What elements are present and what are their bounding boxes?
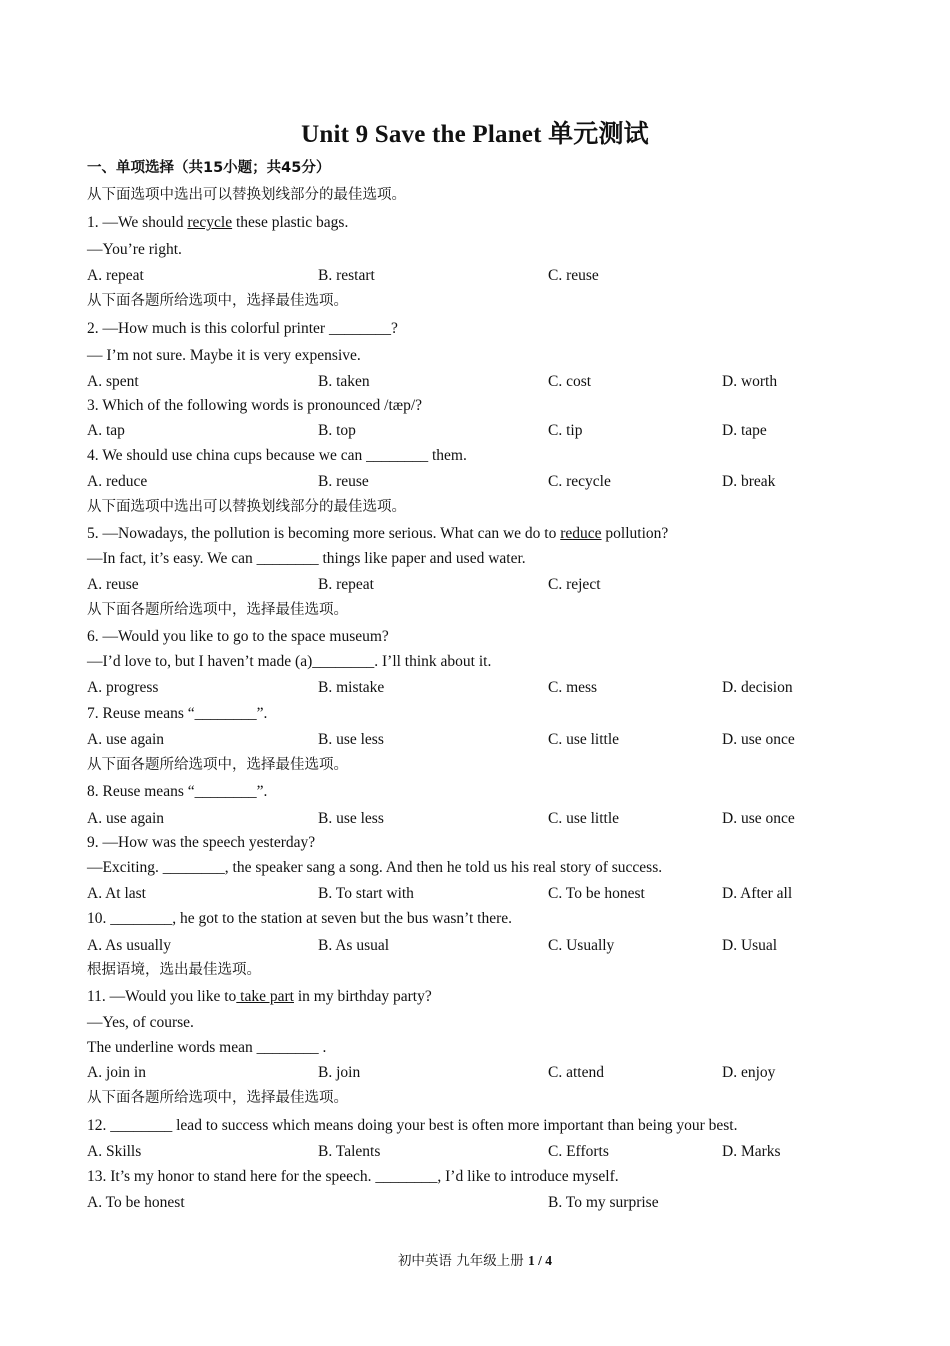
question-9-reply: —Exciting. ________, the speaker sang a song. And then he told us his real story of success. [87, 859, 663, 876]
option-a[interactable]: A. Skills [87, 1143, 142, 1160]
option-a[interactable]: A. reuse [87, 576, 139, 593]
option-a[interactable]: A. progress [87, 679, 159, 696]
option-a[interactable]: A. join in [87, 1064, 146, 1081]
option-c[interactable]: C. mess [548, 679, 598, 696]
question-8: 8. Reuse means “________”. [87, 783, 268, 800]
option-a[interactable]: A. At last [87, 885, 146, 902]
option-a[interactable]: A. repeat [87, 267, 144, 284]
option-b[interactable]: B. To my surprise [548, 1194, 659, 1211]
option-b[interactable]: B. join [318, 1064, 361, 1081]
option-c[interactable]: C. cost [548, 373, 592, 390]
option-a[interactable]: A. tap [87, 422, 125, 439]
option-d[interactable]: D. use once [722, 810, 795, 827]
instruction: 从下面选项中选出可以替换划线部分的最佳选项。 [87, 499, 406, 515]
question-12: 12. ________ lead to success which means doing your best is often more important than being your best. [87, 1117, 738, 1134]
question-1: 1. —We should recycle these plastic bags. [87, 214, 349, 231]
option-a[interactable]: A. To be honest [87, 1194, 185, 1211]
option-c[interactable]: C. tip [548, 422, 583, 439]
option-d[interactable]: D. worth [722, 373, 778, 390]
option-c[interactable]: C. Usually [548, 937, 615, 954]
question-11-reply: —Yes, of course. [87, 1014, 194, 1031]
option-d[interactable]: D. use once [722, 731, 795, 748]
section-heading: 一、单项选择（共15小题；共45分） [87, 160, 331, 176]
instruction: 从下面各题所给选项中，选择最佳选项。 [87, 757, 348, 773]
option-c[interactable]: C. To be honest [548, 885, 645, 902]
option-c[interactable]: C. attend [548, 1064, 604, 1081]
instruction: 根据语境，选出最佳选项。 [87, 962, 261, 978]
option-b[interactable]: B. use less [318, 731, 384, 748]
question-11-prompt: The underline words mean ________ . [87, 1039, 327, 1056]
question-13: 13. It’s my honor to stand here for the speech. ________, I’d like to introduce myself. [87, 1168, 619, 1185]
option-a[interactable]: A. spent [87, 373, 139, 390]
question-5: 5. —Nowadays, the pollution is becoming more serious. What can we do to reduce pollution? [87, 525, 669, 542]
question-4: 4. We should use china cups because we can ________ them. [87, 447, 467, 464]
question-6-reply: —I’d love to, but I haven’t made (a)________. I’ll think about it. [87, 653, 492, 670]
option-b[interactable]: B. repeat [318, 576, 374, 593]
option-a[interactable]: A. As usually [87, 937, 171, 954]
page-title: Unit 9 Save the Planet 单元测试 [301, 121, 649, 148]
option-b[interactable]: B. As usual [318, 937, 390, 954]
option-b[interactable]: B. reuse [318, 473, 369, 490]
option-d[interactable]: D. Marks [722, 1143, 781, 1160]
option-b[interactable]: B. use less [318, 810, 384, 827]
question-3: 3. Which of the following words is pronounced /tæp/? [87, 397, 423, 414]
option-c[interactable]: C. use little [548, 810, 620, 827]
option-b[interactable]: B. To start with [318, 885, 414, 902]
option-c[interactable]: C. use little [548, 731, 620, 748]
question-10: 10. ________, he got to the station at seven but the bus wasn’t there. [87, 910, 513, 927]
option-d[interactable]: D. enjoy [722, 1064, 776, 1081]
question-5-reply: —In fact, it’s easy. We can ________ things like paper and used water. [87, 550, 526, 567]
option-c[interactable]: C. reject [548, 576, 601, 593]
option-c[interactable]: C. Efforts [548, 1143, 609, 1160]
question-9: 9. —How was the speech yesterday? [87, 834, 316, 851]
option-d[interactable]: D. break [722, 473, 776, 490]
instruction: 从下面各题所给选项中，选择最佳选项。 [87, 293, 348, 309]
option-d[interactable]: D. Usual [722, 937, 778, 954]
question-11: 11. —Would you like to take part in my birthday party? [87, 988, 432, 1005]
option-a[interactable]: A. use again [87, 731, 165, 748]
option-c[interactable]: C. reuse [548, 267, 599, 284]
option-c[interactable]: C. recycle [548, 473, 611, 490]
instruction: 从下面各题所给选项中，选择最佳选项。 [87, 602, 348, 618]
option-a[interactable]: A. use again [87, 810, 165, 827]
option-b[interactable]: B. Talents [318, 1143, 381, 1160]
page-footer: 初中英语 九年级上册 1 / 4 [397, 1253, 553, 1269]
question-7: 7. Reuse means “________”. [87, 705, 268, 722]
option-d[interactable]: D. After all [722, 885, 793, 902]
option-b[interactable]: B. taken [318, 373, 370, 390]
option-d[interactable]: D. decision [722, 679, 793, 696]
option-b[interactable]: B. mistake [318, 679, 385, 696]
option-a[interactable]: A. reduce [87, 473, 148, 490]
question-2: 2. —How much is this colorful printer ________? [87, 320, 398, 337]
instruction: 从下面选项中选出可以替换划线部分的最佳选项。 [87, 187, 406, 203]
option-d[interactable]: D. tape [722, 422, 767, 439]
question-1-reply: —You’re right. [87, 241, 182, 258]
option-b[interactable]: B. restart [318, 267, 375, 284]
question-2-reply: — I’m not sure. Maybe it is very expensive. [87, 347, 361, 364]
instruction: 从下面各题所给选项中，选择最佳选项。 [87, 1090, 348, 1106]
option-b[interactable]: B. top [318, 422, 356, 439]
question-6: 6. —Would you like to go to the space museum? [87, 628, 389, 645]
page-number: 1 / 4 [528, 1253, 553, 1268]
